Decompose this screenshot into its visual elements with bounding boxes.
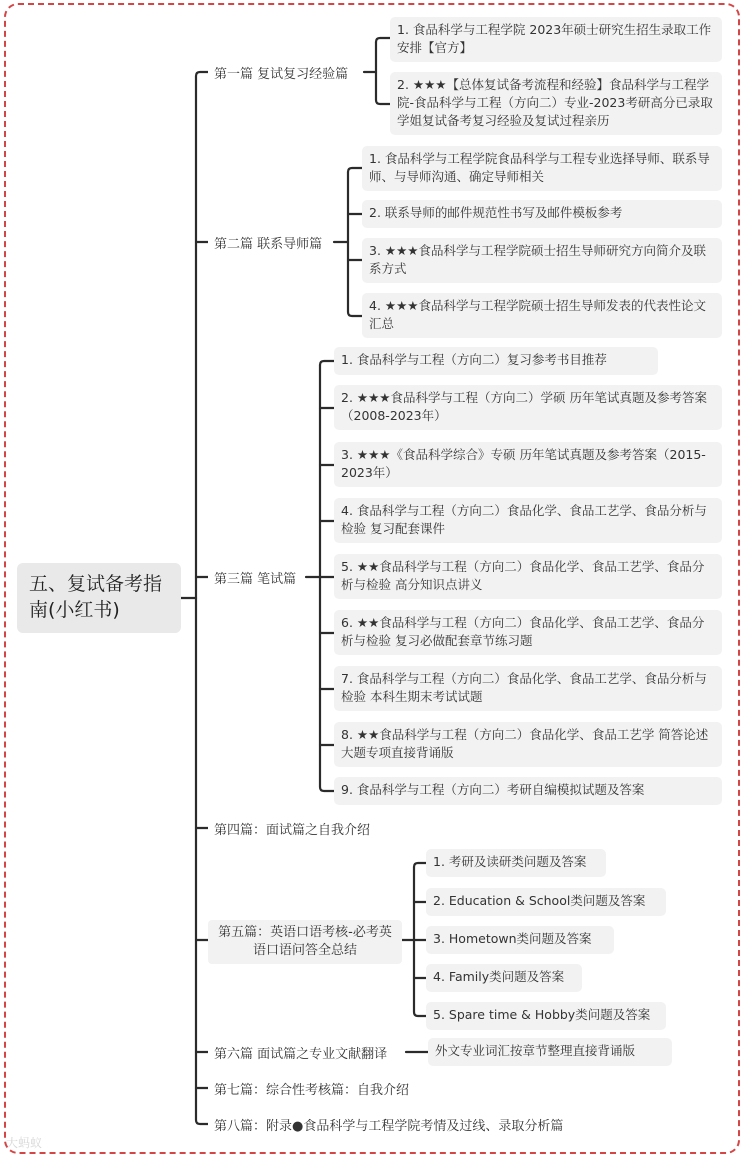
leaf-node[interactable]: 2. ★★★食品科学与工程（方向二）学硕 历年笔试真题及参考答案（2008-2023年）	[334, 385, 722, 430]
leaf-node[interactable]: 4. 食品科学与工程（方向二）食品化学、食品工艺学、食品分析与检验 复习配套课件	[334, 498, 722, 543]
leaf-node[interactable]: 1. 食品科学与工程学院 2023年硕士研究生招生录取工作安排【官方】	[390, 17, 722, 62]
leaf-node[interactable]: 5. Spare time & Hobby类问题及答案	[426, 1002, 666, 1030]
leaf-node[interactable]: 6. ★★食品科学与工程（方向二）食品化学、食品工艺学、食品分析与检验 复习必做配套章节练习题	[334, 610, 722, 655]
leaf-node[interactable]: 3. Hometown类问题及答案	[426, 926, 614, 954]
section-node[interactable]: 第六篇 面试篇之专业文献翻译	[208, 1042, 393, 1068]
section-node[interactable]: 第二篇 联系导师篇	[208, 232, 328, 258]
leaf-node[interactable]: 1. 食品科学与工程（方向二）复习参考书目推荐	[334, 347, 658, 375]
section-node[interactable]: 第四篇：面试篇之自我介绍	[208, 818, 376, 844]
leaf-node[interactable]: 4. Family类问题及答案	[426, 964, 582, 992]
root-node[interactable]: 五、复试备考指南(小红书)	[17, 563, 181, 633]
leaf-node[interactable]: 8. ★★食品科学与工程（方向二）食品化学、食品工艺学 简答论述大题专项直接背诵版	[334, 722, 722, 767]
section-node[interactable]: 第五篇：英语口语考核-必考英语口语问答全总结	[208, 920, 402, 964]
leaf-node[interactable]: 1. 食品科学与工程学院食品科学与工程专业选择导师、联系导师、与导师沟通、确定导师相关	[362, 146, 722, 191]
section-node[interactable]: 第七篇：综合性考核篇：自我介绍	[208, 1078, 415, 1104]
leaf-node[interactable]: 5. ★★食品科学与工程（方向二）食品化学、食品工艺学、食品分析与检验 高分知识点讲义	[334, 554, 722, 599]
leaf-node[interactable]: 外文专业词汇按章节整理直接背诵版	[428, 1038, 672, 1066]
leaf-node[interactable]: 2. ★★★【总体复试备考流程和经验】食品科学与工程学院-食品科学与工程（方向二）专业-2023考研高分已录取学姐复试备考复习经验及复试过程亲历	[390, 72, 722, 135]
leaf-node[interactable]: 7. 食品科学与工程（方向二）食品化学、食品工艺学、食品分析与检验 本科生期末考试试题	[334, 666, 722, 711]
watermark: 大蚂蚁	[6, 1136, 43, 1150]
leaf-node[interactable]: 2. 联系导师的邮件规范性书写及邮件模板参考	[362, 200, 722, 228]
section-node[interactable]: 第八篇：附录●食品科学与工程学院考情及过线、录取分析篇	[208, 1114, 569, 1140]
section-node[interactable]: 第三篇 笔试篇	[208, 567, 302, 593]
leaf-node[interactable]: 9. 食品科学与工程（方向二）考研自编模拟试题及答案	[334, 777, 722, 805]
section-node[interactable]: 第一篇 复试复习经验篇	[208, 62, 354, 88]
leaf-node[interactable]: 3. ★★★食品科学与工程学院硕士招生导师研究方向简介及联系方式	[362, 238, 722, 283]
leaf-node[interactable]: 3. ★★★《食品科学综合》专硕 历年笔试真题及参考答案（2015-2023年）	[334, 442, 722, 487]
leaf-node[interactable]: 4. ★★★食品科学与工程学院硕士招生导师发表的代表性论文汇总	[362, 293, 722, 338]
leaf-node[interactable]: 2. Education & School类问题及答案	[426, 888, 666, 916]
leaf-node[interactable]: 1. 考研及读研类问题及答案	[426, 849, 606, 877]
